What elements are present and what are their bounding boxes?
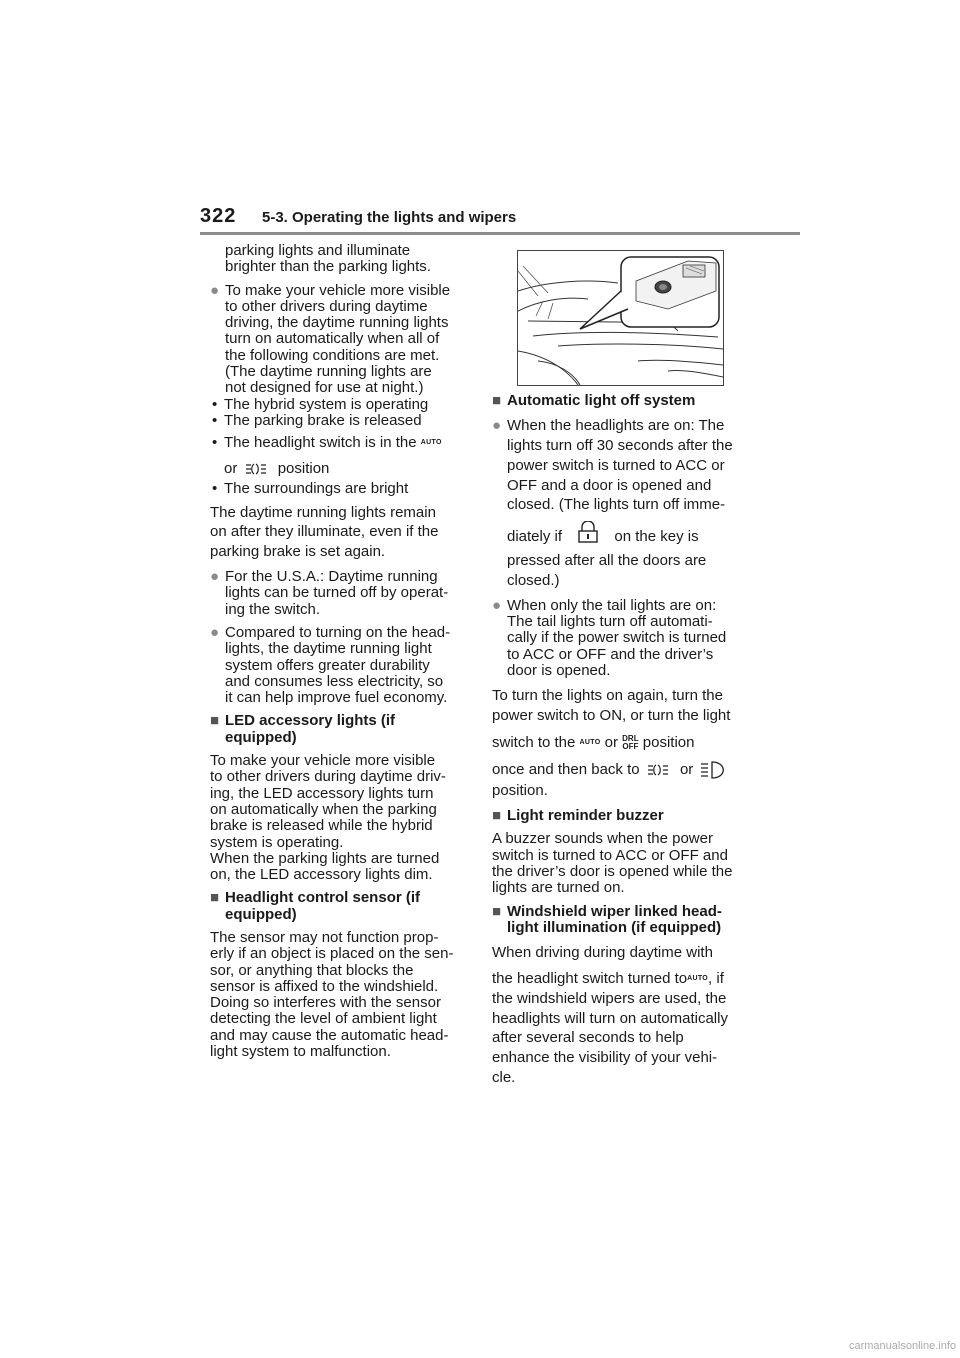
heading-auto-light-off: ■ Automatic light off system: [492, 392, 696, 409]
auto-icon: AUTO: [579, 738, 601, 746]
condition-item: • The hybrid system is operating: [212, 395, 429, 413]
square-icon: ■: [492, 807, 502, 825]
sensor-location-illustration: [517, 250, 724, 386]
headlight-icon: [699, 761, 729, 779]
page-number: 322: [200, 205, 237, 227]
header-divider: [200, 232, 800, 235]
section-title: 5-3. Operating the lights and wipers: [262, 209, 517, 226]
right-column: [492, 393, 754, 1095]
square-icon: ■: [210, 889, 220, 907]
bullet-icon: ●: [210, 281, 220, 299]
heading-led-accessory: ■ LED accessory lights (if equipped): [210, 712, 396, 746]
square-icon: ■: [492, 392, 502, 409]
condition-item: • The headlight switch is in the $^{AUTO}$ or position: [212, 434, 442, 478]
heading-headlight-sensor: ■ Headlight control sensor (if equipped): [210, 889, 421, 923]
bullet-icon: ●: [492, 596, 502, 614]
headlights-on-bullet: ● When the headlights are on: The lights turn off 30 seconds after the power switch is turned to ACC or OFF and a door is opened and closed. (The lights turn off imme- diately if on the key is pressed after all the doors are closed.): [492, 417, 733, 589]
square-icon: ■: [492, 902, 502, 920]
usa-bullet: ● For the U.S.A.: Daytime running lights can be turned off by operat- ing the switch.: [210, 568, 449, 618]
watermark: carmanualsonline.info: [848, 1340, 956, 1352]
square-icon: ■: [210, 712, 220, 730]
dashboard-illustration: [518, 251, 723, 385]
bullet-icon: ●: [210, 623, 220, 641]
auto-icon: AUTO: [420, 439, 442, 447]
lock-icon: [568, 521, 608, 543]
auto-icon: AUTO: [687, 975, 709, 983]
drl-off-icon: DRL OFF: [622, 733, 639, 751]
condition-item: • The parking brake is released: [212, 411, 422, 429]
condition-item: • The surroundings are bright: [212, 479, 409, 497]
drl-remain-text: The daytime running lights remain on after they illuminate, even if the parking brake is set again.: [210, 503, 439, 561]
led-paragraph: To make your vehicle more visible to other drivers during daytime driv- ing, the LED accessory lights turn on automatically when the parking brake is released while the hybrid system is operating. When the parking lights are turned on, the LED accessory lights dim.: [210, 752, 446, 884]
wiper-paragraph: When driving during daytime with the headlight switch turned $to^{AUTO}$, if the windshield wipers are used, the headlights will turn on automatically after several seconds to help enhance the visibility of your vehi- cle.: [492, 944, 728, 1086]
parking-lights-icon: [646, 763, 674, 777]
economy-bullet: ● Compared to turning on the head- lights, the daytime running light system offers greater durability and consumes less electricity, so it can help improve fuel economy.: [210, 623, 451, 707]
sensor-paragraph: The sensor may not function prop- erly if an object is placed on the sen- sor, or anything that blocks the sensor is affixed to the windshield. Doing so interferes with the sensor detecting the level of ambient light and may cause the automatic head- light system to malfunction.: [210, 928, 454, 1061]
heading-wiper-linked: ■ Windshield wiper linked head- light illumination (if equipped): [492, 902, 722, 936]
bullet-icon: ●: [210, 568, 220, 586]
buzzer-paragraph: A buzzer sounds when the power switch is turned to ACC or OFF and the driver’s door is opened while the lights are turned on.: [492, 830, 733, 897]
parking-lights-icon: [244, 462, 272, 476]
bullet-icon: ●: [492, 417, 502, 435]
turn-on-again-paragraph: To turn the lights on again, turn the power switch to ON, or turn the light switch to the $^{AUTO}$ or DRL OFF position once and then back to or position.: [492, 687, 731, 800]
heading-light-reminder: ■ Light reminder buzzer: [492, 807, 664, 825]
tail-lights-bullet: ● When only the tail lights are on: The tail lights turn off automati- cally if the power switch is turned to ACC or OFF and the driver’s door is opened.: [492, 596, 727, 679]
left-column: [210, 243, 470, 1067]
continued-paragraph: parking lights and illuminate brighter than the parking lights.: [225, 242, 431, 276]
drl-bullet: ● To make your vehicle more visible to other drivers during daytime driving, the daytime running lights turn on automatically when all of the following conditions are met. (The daytime running lights are not designed for use at night.): [210, 281, 451, 397]
